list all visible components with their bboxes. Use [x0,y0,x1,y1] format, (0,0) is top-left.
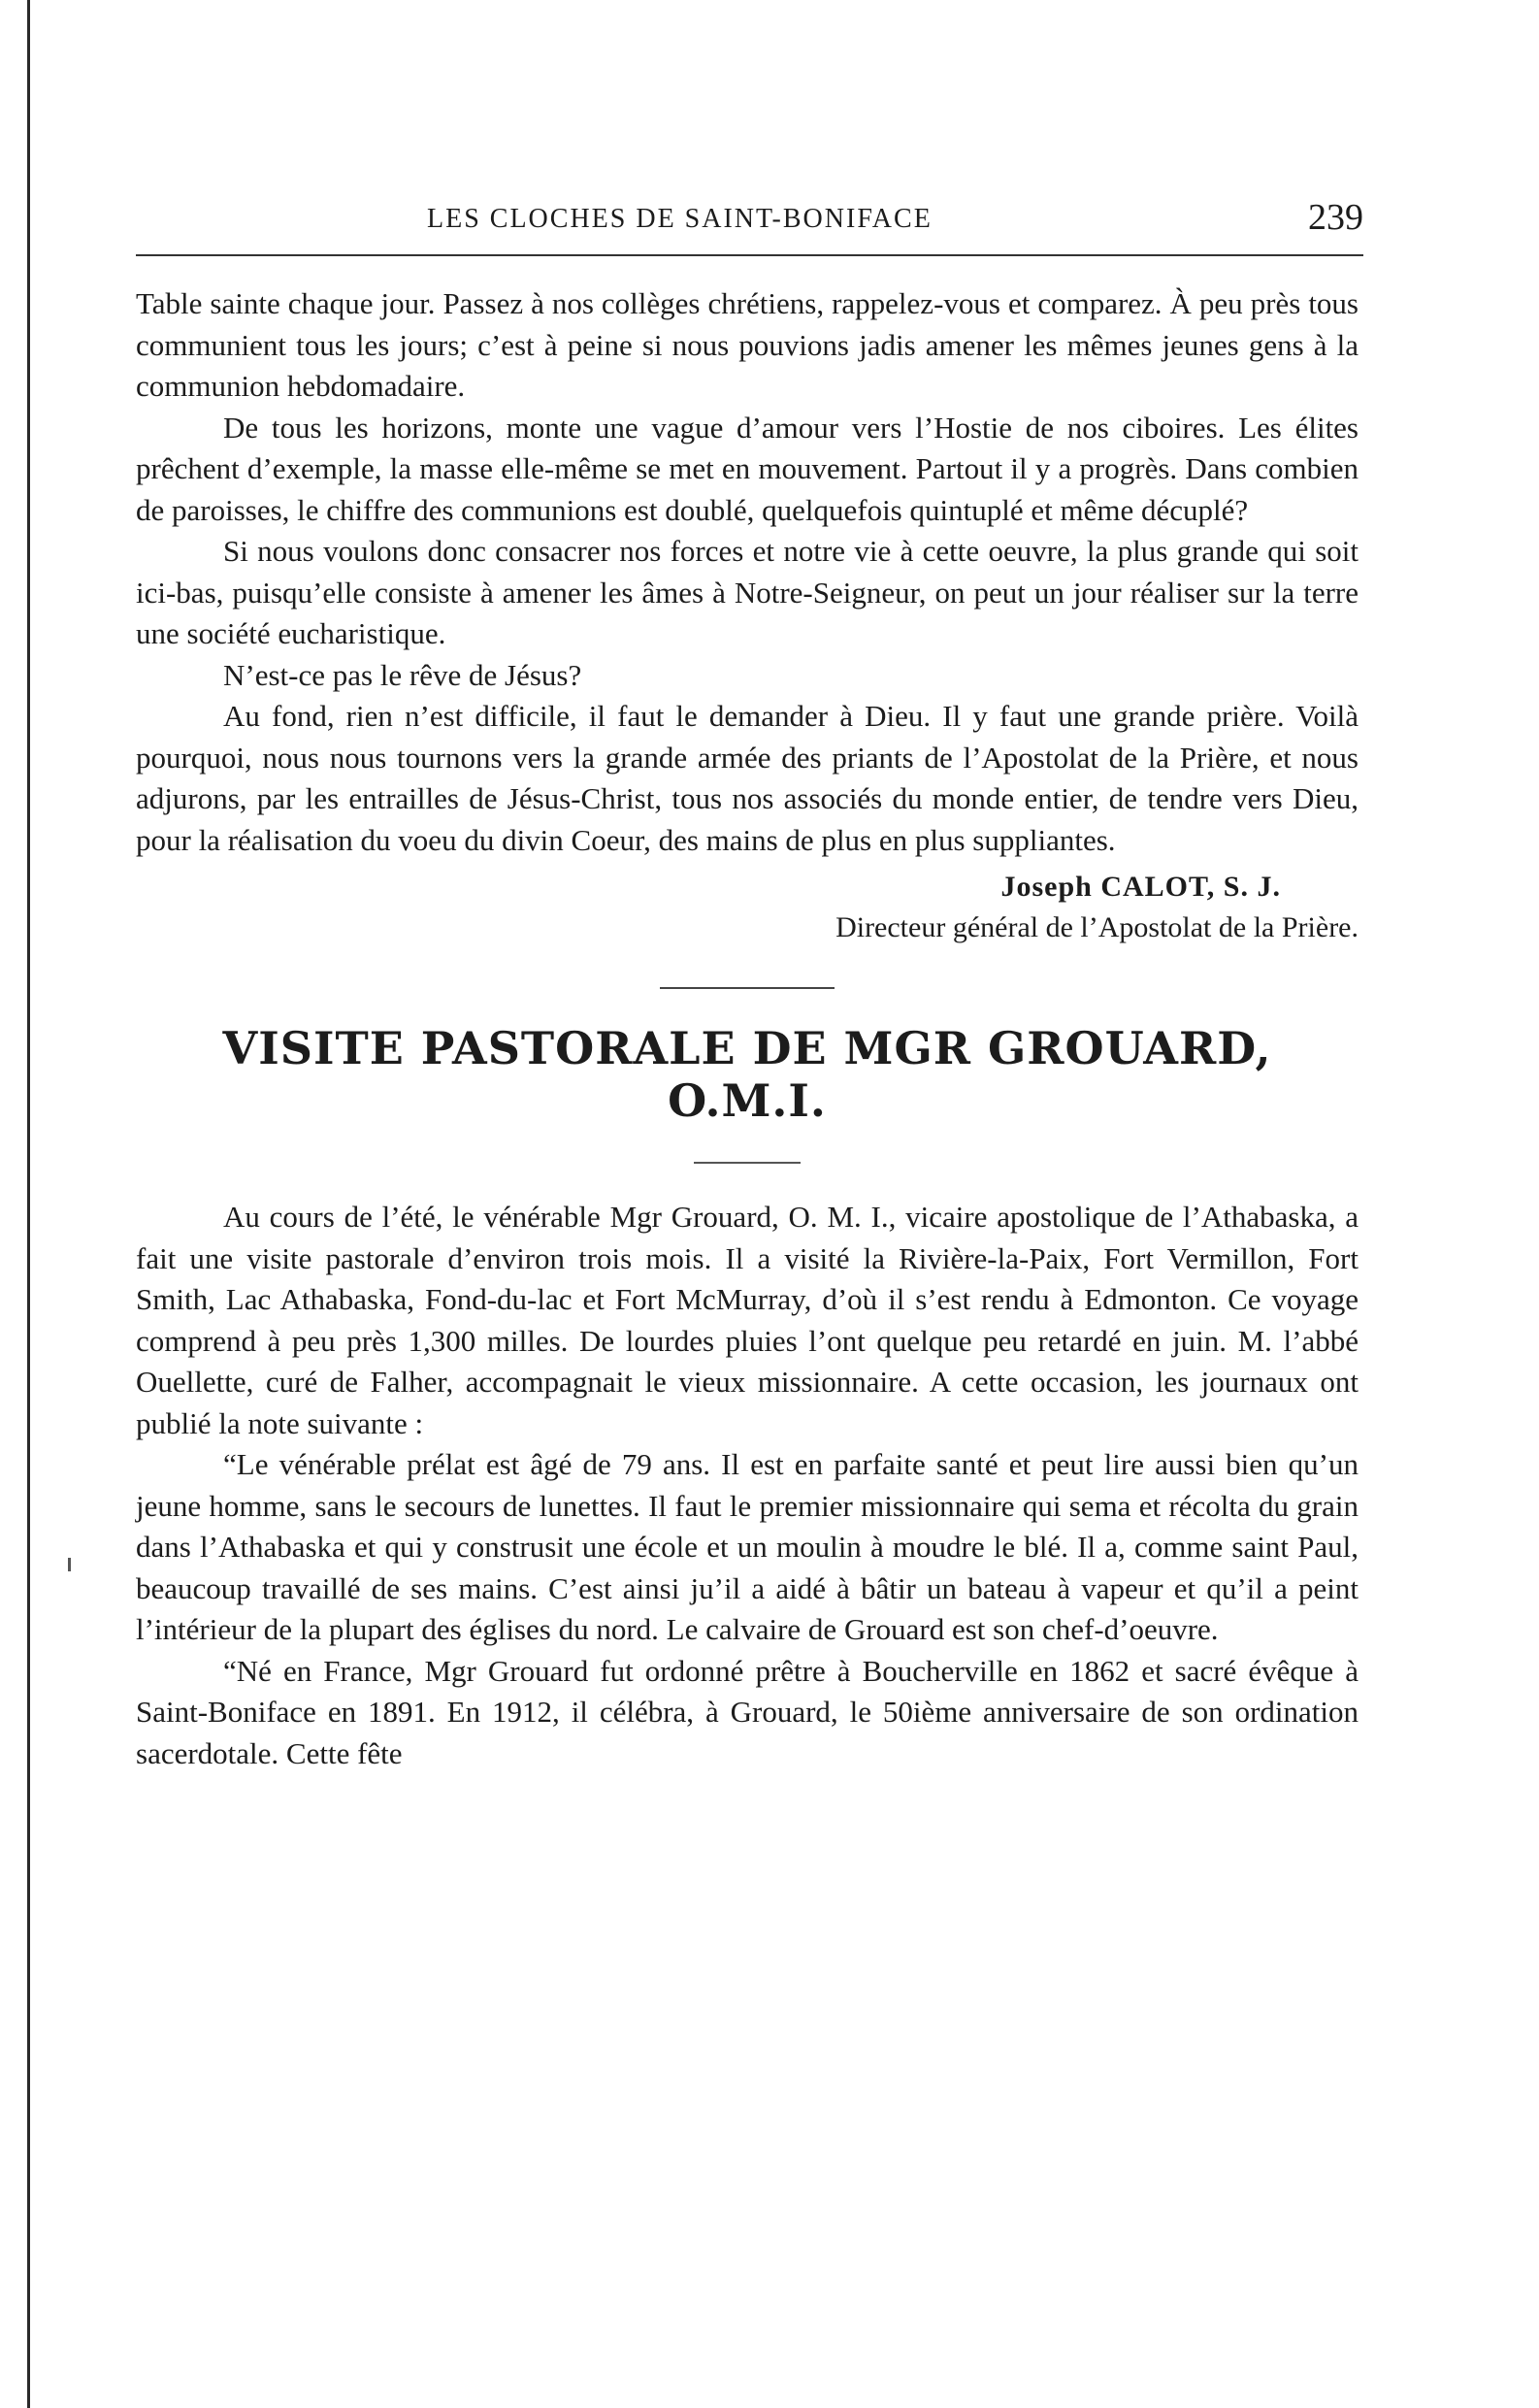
signature-name: Joseph CALOT, S. J. [1000,871,1281,903]
signature-title: Directeur général de l’Apostolat de la Prière. [835,911,1359,943]
paragraph: “Le vénérable prélat est âgé de 79 ans. Il est en parfaite santé et peut lire aussi bien qu’un jeune homme, sans le secours de lunettes. Il faut le premier missionnaire qui sema et récolta du grain dans l’Athabaska et qui y construsit une école et un moulin à moudre le blé. Il a, comme saint Paul, beaucoup travaillé de ses mains. C’est ainsi ju’il a aidé à bâtir un bateau à vapeur et qu’il a peint l’intérieur de la plupart des églises du nord. Le calvaire de Grouard est son chef-d’oeuvre. [136,1447,1359,1646]
running-head: LES CLOCHES DE SAINT-BONIFACE [427,204,933,234]
page-header [136,197,1363,252]
margin-mark [68,1558,71,1571]
paragraph: Au cours de l’été, le vénérable Mgr Grouard, O. M. I., vicaire apostolique de l’Athabaska, a fait une visite pastorale d’environ trois mois. Il a visité la Rivière-la-Paix, Fort Vermillon, Fort Smith, Lac Athabaska, Fond-du-lac et Fort McMurray, d’où il s’est rendu à Edmonton. Ce voyage comprend à peu près 1,300 milles. De lourdes pluies l’ont quelque peu retardé en juin. M. l’abbé Ouellette, curé de Falher, accompagnait le vieux missionnaire. A cette occasion, les journaux ont publié la note suivante : [136,1200,1359,1440]
section-divider [660,987,835,989]
page-number: 239 [1308,197,1363,238]
paragraph: Table sainte chaque jour. Passez à nos collèges chrétiens, rappelez-vous et comparez. À peu près tous communient tous les jours; c’est à peine si nous pouvions jadis amener les mêmes jeunes gens à la communion hebdomadaire. [136,286,1359,403]
paragraph: De tous les horizons, monte une vague d’amour vers l’Hostie de nos ciboires. Les élites prêchent d’exemple, la masse elle-même se met en mouvement. Partout il y a progrès. Dans combien de paroisses, le chiffre des communions est doublé, quelquefois quintuplé et même décuplé? [136,410,1359,527]
paragraph: N’est-ce pas le rêve de Jésus? [223,657,582,692]
section-title: VISITE PASTORALE DE MGR GROUARD, O.M.I. [222,1022,1272,1127]
paragraph: “Né en France, Mgr Grouard fut ordonné prêtre à Boucherville en 1862 et sacré évêque à Saint-Boniface en 1891. En 1912, il célébra, à Grouard, le 50ième anniversaire de son ordination sacerdotale. Cette fête [136,1653,1359,1770]
title-divider [694,1162,801,1164]
paragraph: Si nous voulons donc consacrer nos forces et notre vie à cette oeuvre, la plus grande qui soit ici-bas, puisqu’elle consiste à amener les âmes à Notre-Seigneur, on peut un jour réaliser sur la terre une société eucharistique. [136,534,1359,650]
paragraph: Au fond, rien n’est difficile, il faut le demander à Dieu. Il y faut une grande prière. Voilà pourquoi, nous nous tournons vers la grande armée des priants de l’Apostolat de la Prière, et nous adjurons, par les entrailles de Jésus-Christ, tous nos associés du monde entier, de tendre vers Dieu, pour la réalisation du voeu du divin Coeur, des mains de plus en plus suppliantes. [136,699,1359,857]
header-rule [136,254,1363,256]
page-binding-edge [27,0,30,2408]
signature-block [136,867,1359,948]
page-content [136,283,1359,1774]
